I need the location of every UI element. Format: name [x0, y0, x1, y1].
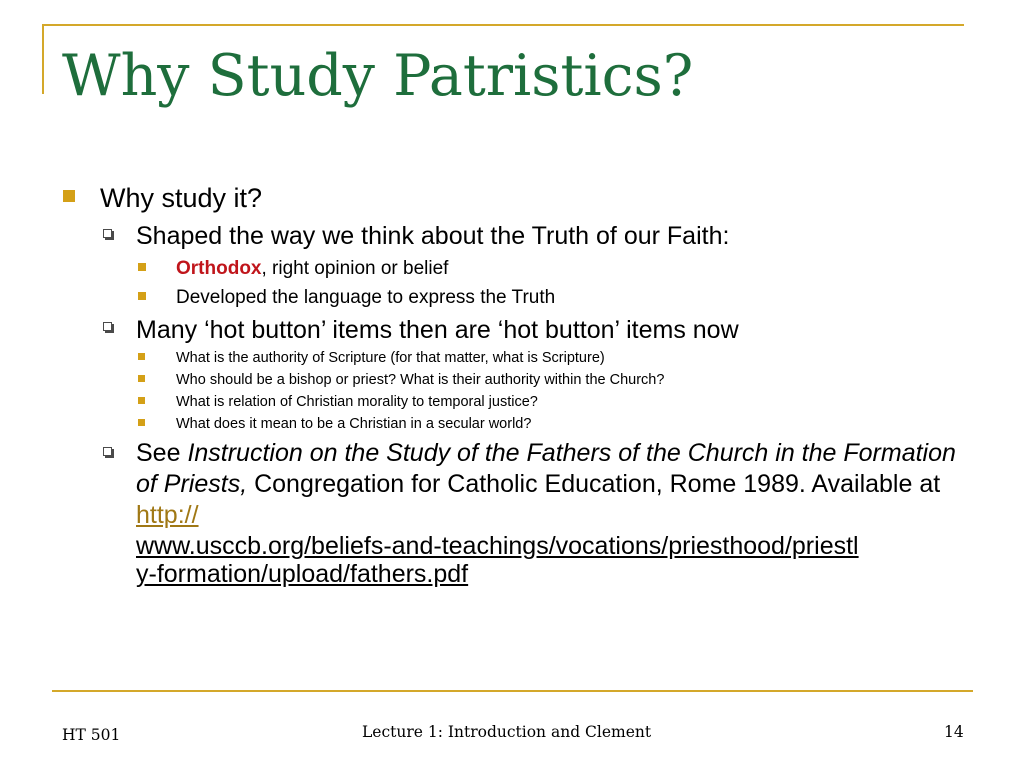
document-title: Instruction on the Study of the Fathers of the Church in the Formation of Priests,: [136, 439, 956, 498]
fathers-pdf-link-start[interactable]: http://: [136, 501, 199, 529]
bullet-orthodox: [176, 258, 448, 280]
fathers-pdf-link-end[interactable]: y-formation/upload/fathers.pdf: [136, 560, 469, 588]
bullet-see-instruction: [136, 438, 976, 586]
bullet-developed-language: Developed the language to express the Truth: [176, 287, 556, 308]
fathers-pdf-link-path[interactable]: www.usccb.org/beliefs-and-teachings/vocations/priesthood/priestl: [136, 532, 859, 560]
title-frame-left-rule: [42, 24, 44, 94]
sub-bullet-morality: What is relation of Christian morality to temporal justice?: [176, 394, 538, 410]
hollow-square-bullet-icon: [103, 229, 112, 238]
footer-course-code: HT 501: [62, 726, 121, 744]
footer-lecture-title: Lecture 1: Introduction and Clement: [362, 723, 652, 741]
square-bullet-icon: [138, 397, 145, 404]
bullet-shaped-the-way: Shaped the way we think about the Truth of our Faith:: [136, 222, 730, 250]
square-bullet-icon: [138, 263, 146, 271]
title-frame-top-rule: [42, 24, 964, 26]
footer-rule: [52, 690, 973, 692]
hollow-square-bullet-icon: [103, 322, 112, 331]
square-bullet-icon: [138, 375, 145, 382]
orthodox-emphasis: Orthodox: [176, 258, 262, 279]
orthodox-definition: , right opinion or belief: [261, 258, 449, 279]
square-bullet-icon: [138, 353, 145, 360]
square-bullet-icon: [138, 419, 145, 426]
slide-title: Why Study Patristics?: [62, 43, 694, 109]
sub-bullet-scripture: What is the authority of Scripture (for that matter, what is Scripture): [176, 350, 605, 366]
sub-bullet-secular: What does it mean to be a Christian in a secular world?: [176, 416, 532, 432]
bullet-hot-button: Many ‘hot button’ items then are ‘hot button’ items now: [136, 316, 739, 344]
see-prefix: See: [136, 439, 188, 467]
bullet-why-study-it: Why study it?: [100, 183, 263, 213]
square-bullet-icon: [63, 190, 75, 202]
hollow-square-bullet-icon: [103, 447, 112, 456]
sub-bullet-bishop: Who should be a bishop or priest? What is their authority within the Church?: [176, 372, 665, 388]
square-bullet-icon: [138, 292, 146, 300]
publisher-info: Congregation for Catholic Education, Rome 1989. Available at: [247, 470, 941, 498]
footer-page-number: 14: [944, 723, 964, 741]
